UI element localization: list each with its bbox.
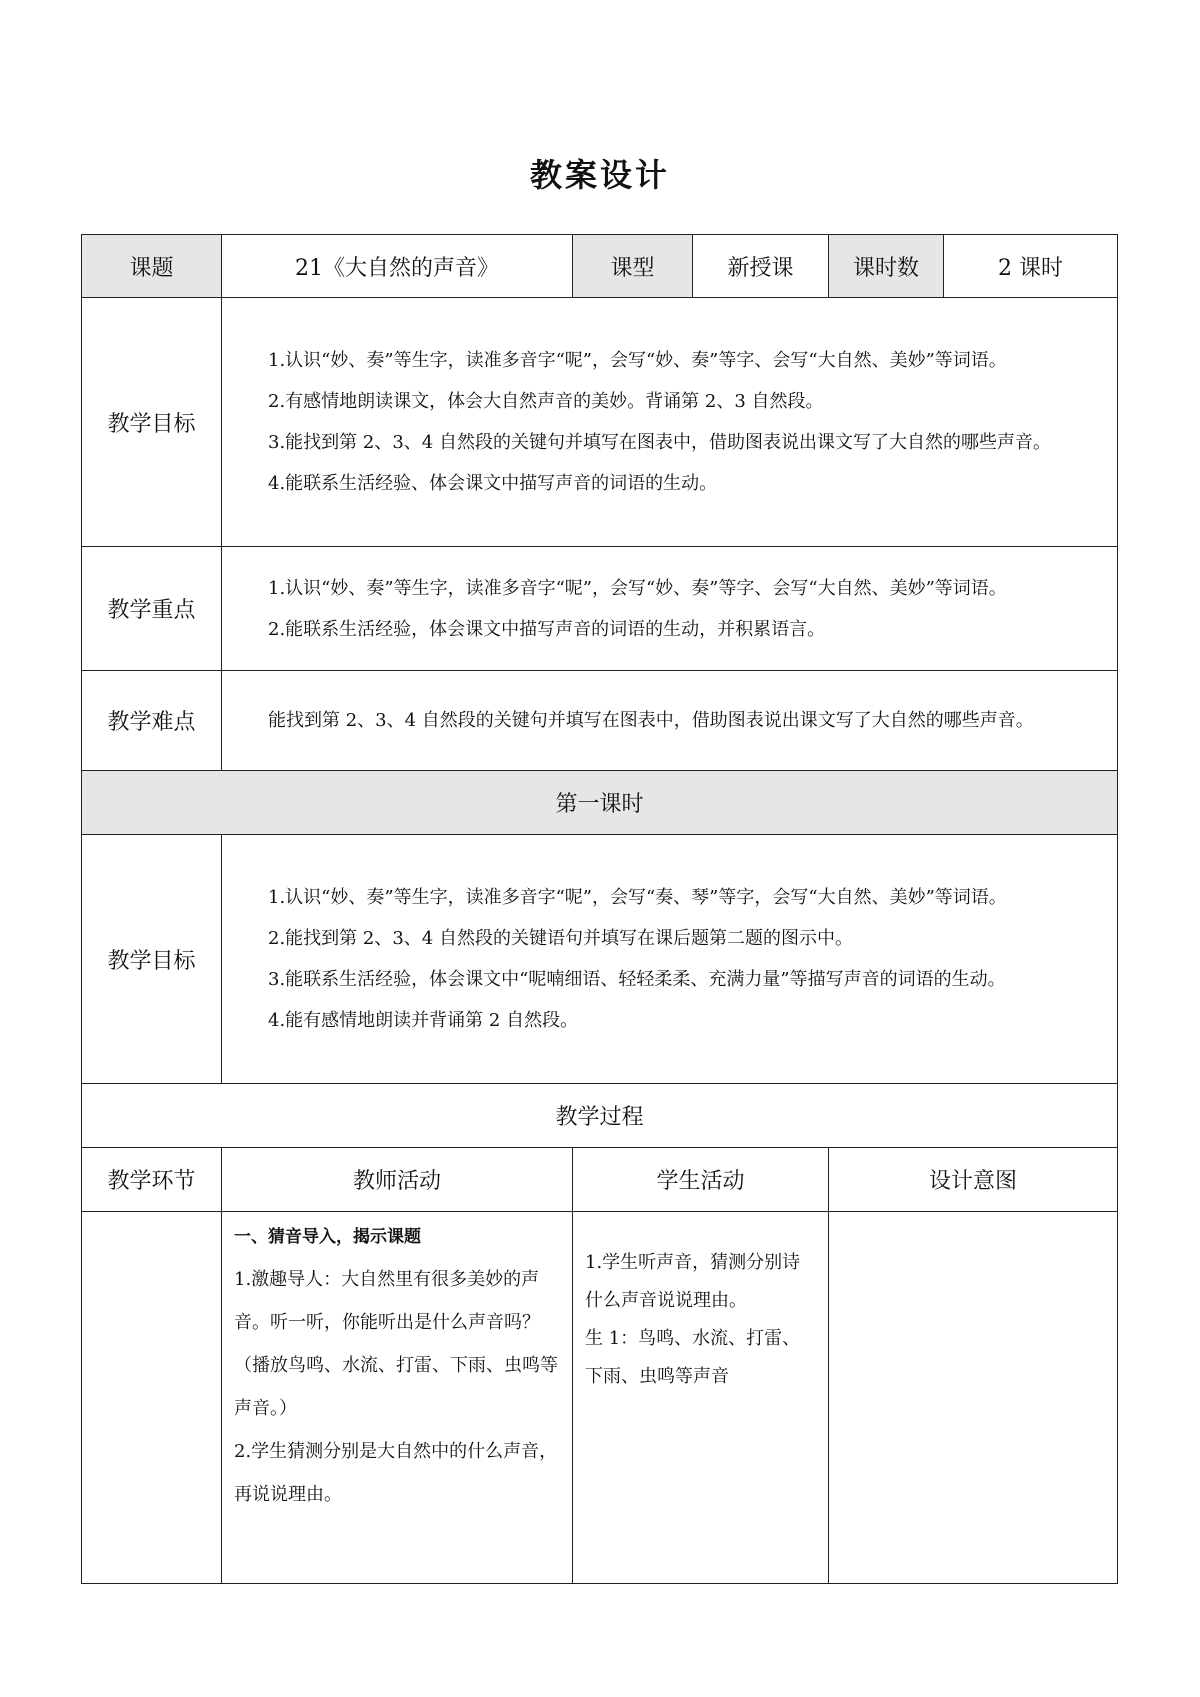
key-points-row <box>82 547 1118 671</box>
process-columns-row <box>82 1148 1118 1212</box>
hours-value: 2 课时 <box>944 235 1118 298</box>
student-activity-item: 生 1：鸟鸣、水流、打雷、下雨、虫鸣等声音 <box>585 1328 801 1387</box>
objective-item: 3.能找到第 2、3、4 自然段的关键句并填写在图表中，借助图表说出课文写了大自然的哪些声音。 <box>268 432 1051 453</box>
design-intent <box>829 1212 1118 1584</box>
lesson1-objectives-row <box>82 835 1118 1084</box>
objectives-content <box>222 298 1118 547</box>
key-point-item: 1.认识“妙、奏”等生字，读准多音字“呢”，会写“妙、奏”等字、会写“大自然、美妙”等词语。 <box>268 577 1007 599</box>
teacher-activity-item: 2.学生猜测分别是大自然中的什么声音，再说说理由。 <box>234 1441 558 1505</box>
topic-label: 课题 <box>82 235 222 298</box>
teacher-activity-title: 一、猜音导入，揭示课题 <box>234 1227 421 1247</box>
lesson1-objectives-content <box>222 835 1118 1084</box>
teacher-activity <box>222 1212 573 1584</box>
difficulties-row <box>82 671 1118 771</box>
key-points-content <box>222 547 1118 671</box>
col-teacher: 教师活动 <box>222 1148 573 1212</box>
lesson1-objective-item: 1.认识“妙、奏”等生字，读准多音字“呢”，会写“奏、琴”等字，会写“大自然、美妙”等词语。 <box>268 887 1007 908</box>
difficulties-label: 教学难点 <box>82 671 222 771</box>
difficulty-item: 能找到第 2、3、4 自然段的关键句并填写在图表中，借助图表说出课文写了大自然的哪些声音。 <box>268 710 1034 731</box>
objective-item: 1.认识“妙、奏”等生字，读准多音字“呢”，会写“妙、奏”等字、会写“大自然、美妙”等词语。 <box>268 350 1007 371</box>
col-intent: 设计意图 <box>829 1148 1118 1212</box>
key-point-item: 2.能联系生活经验，体会课文中描写声音的词语的生动，并积累语言。 <box>268 618 826 640</box>
objectives-row <box>82 298 1118 547</box>
col-student: 学生活动 <box>573 1148 829 1212</box>
type-value: 新授课 <box>693 235 829 298</box>
header-row <box>82 235 1118 298</box>
lesson1-objective-item: 2.能找到第 2、3、4 自然段的关键语句并填写在课后题第二题的图示中。 <box>268 928 853 949</box>
lesson1-objectives-label: 教学目标 <box>82 835 222 1084</box>
lesson1-objective-item: 4.能有感情地朗读并背诵第 2 自然段。 <box>268 1010 579 1031</box>
process-heading-row <box>82 1084 1118 1148</box>
lesson1-heading-row <box>82 771 1118 835</box>
student-activity <box>573 1212 829 1584</box>
student-activity-item: 1.学生听声音，猜测分别诗什么声音说说理由。 <box>585 1252 801 1311</box>
objective-item: 4.能联系生活经验、体会课文中描写声音的词语的生动。 <box>268 473 718 494</box>
lesson1-objective-item: 3.能联系生活经验，体会课文中“呢喃细语、轻轻柔柔、充满力量”等描写声音的词语的生动。 <box>268 969 1006 990</box>
teacher-activity-item: 1.激趣导人：大自然里有很多美妙的声音。听一听，你能听出是什么声音吗？（播放鸟鸣、水流、打雷、下雨、虫鸣等声音。） <box>234 1269 558 1419</box>
page-title: 教案设计 <box>529 156 670 194</box>
topic-value: 21《大自然的声音》 <box>222 235 573 298</box>
step-section <box>82 1212 222 1584</box>
lesson1-heading: 第一课时 <box>82 771 1118 835</box>
key-points-label: 教学重点 <box>82 547 222 671</box>
lesson-plan-table <box>81 234 1118 1584</box>
type-label: 课型 <box>573 235 693 298</box>
difficulties-content <box>222 671 1118 771</box>
hours-label: 课时数 <box>829 235 944 298</box>
objectives-label: 教学目标 <box>82 298 222 547</box>
col-step: 教学环节 <box>82 1148 222 1212</box>
objective-item: 2.有感情地朗读课文，体会大自然声音的美妙。背诵第 2、3 自然段。 <box>268 391 824 412</box>
process-heading: 教学过程 <box>82 1084 1118 1148</box>
process-step-row <box>82 1212 1118 1584</box>
